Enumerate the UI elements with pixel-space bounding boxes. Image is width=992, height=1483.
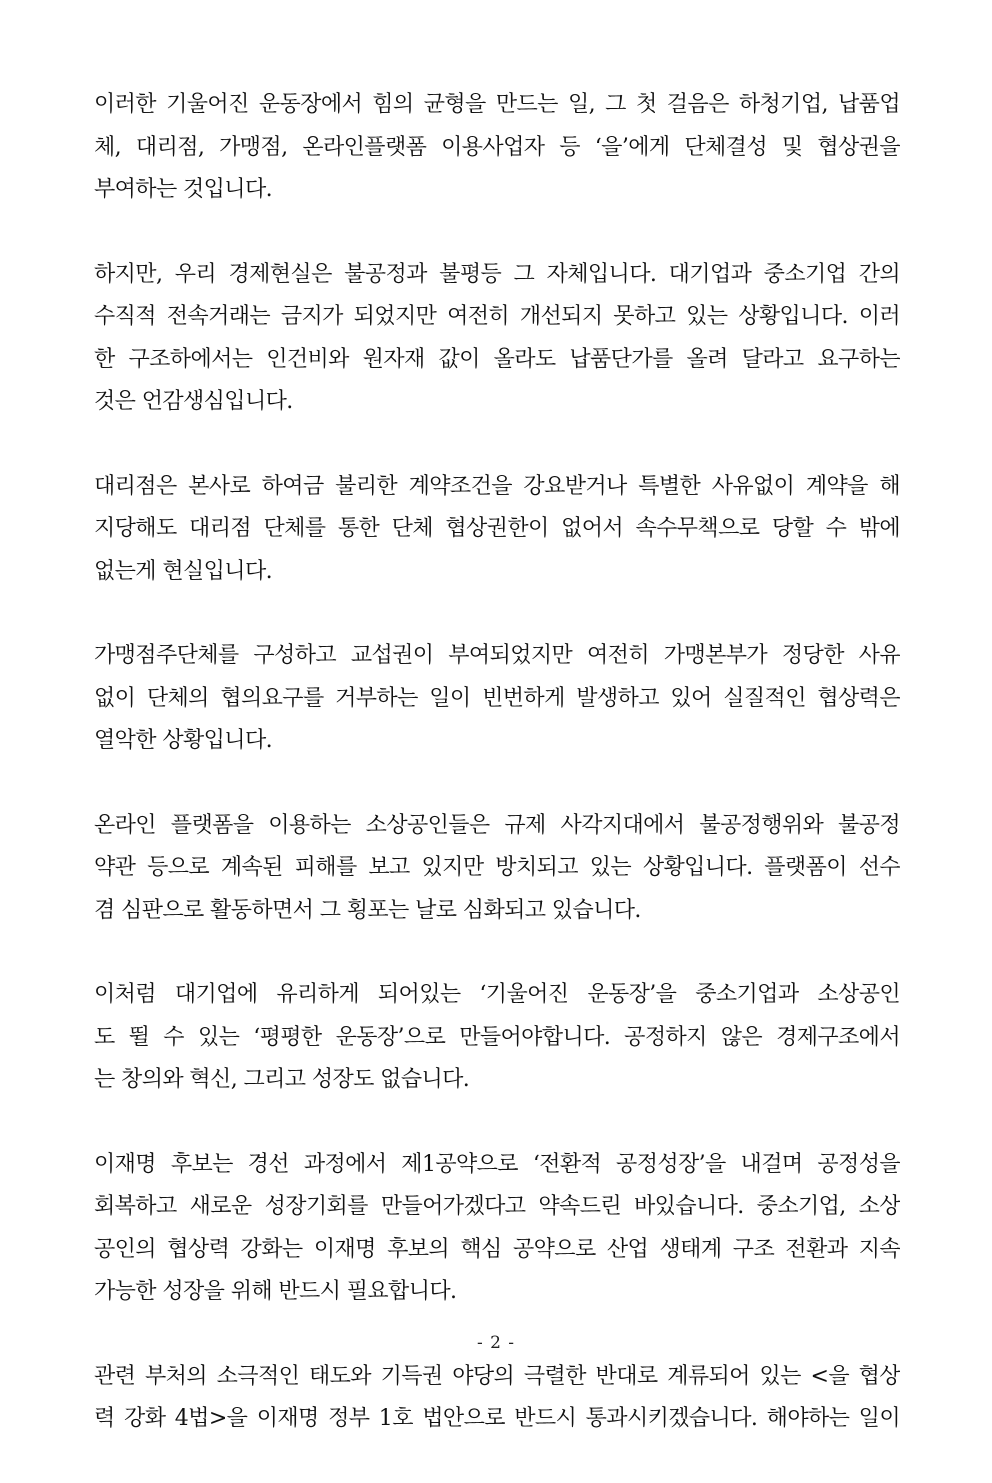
document-body: [94, 84, 900, 1483]
paragraph-3: [94, 466, 900, 594]
text-line: 겸 심판으로 활동하면서 그 횡포는 날로 심화되고 있습니다.: [94, 897, 641, 923]
text-line: 이처럼 대기업에 유리하게 되어있는 ‘기울어진 운동장’을 중소기업과 소상공인: [94, 982, 900, 1007]
text-line: 약관 등으로 계속된 피해를 보고 있지만 방치되고 있는 상황입니다. 플랫폼이 선수: [94, 855, 900, 880]
text-line: 없는게 현실입니다.: [94, 558, 273, 584]
text-line: 수직적 전속거래는 금지가 되었지만 여전히 개선되지 못하고 있는 상황입니다. 이러: [94, 304, 900, 329]
page-number: - 2 -: [476, 1333, 516, 1353]
paragraph-4: [94, 635, 900, 763]
text-line: 부여하는 것입니다.: [94, 177, 273, 202]
paragraph-5: [94, 805, 900, 933]
text-line: 이재명 후보는 경선 과정에서 제1공약으로 ‘전환적 공정성장’을 내걸며 공정성을: [94, 1151, 900, 1177]
text-line: 열악한 상황입니다.: [94, 728, 273, 753]
paragraph-6: [94, 974, 900, 1102]
text-line: 대리점은 본사로 하여금 불리한 계약조건을 강요받거나 특별한 사유없이 계약을 해: [94, 473, 900, 499]
text-line: 가능한 성장을 위해 반드시 필요합니다.: [94, 1279, 457, 1304]
text-line: 한 구조하에서는 인건비와 원자재 값이 올라도 납품단가를 올려 달라고 요구하는: [94, 346, 900, 372]
text-line: 도 뛸 수 있는 ‘평평한 운동장’으로 만들어야합니다. 공정하지 않은 경제구조에서: [94, 1024, 900, 1050]
text-line: 체, 대리점, 가맹점, 온라인플랫폼 이용사업자 등 ‘을’에게 단체결성 및 협상권을: [94, 134, 900, 160]
text-line: 가맹점주단체를 구성하고 교섭권이 부여되었지만 여전히 가맹본부가 정당한 사유: [94, 643, 900, 668]
paragraph-1: [94, 84, 900, 212]
text-line: 없이 단체의 협의요구를 거부하는 일이 빈번하게 발생하고 있어 실질적인 협상력은: [94, 685, 900, 711]
text-line: 관련 부처의 소극적인 태도와 기득권 야당의 극렬한 반대로 계류되어 있는 <을 협상: [94, 1363, 900, 1389]
text-line: 것은 언감생심입니다.: [94, 389, 293, 414]
text-line: 온라인 플랫폼을 이용하는 소상공인들은 규제 사각지대에서 불공정행위와 불공정: [94, 812, 900, 838]
paragraph-7: [94, 1144, 900, 1314]
text-line: 력 강화 4법>을 이재명 정부 1호 법안으로 반드시 통과시키겠습니다. 해야하는 일이: [94, 1406, 900, 1431]
text-line: 이러한 기울어진 운동장에서 힘의 균형을 만드는 일, 그 첫 걸음은 하청기업, 납품업: [94, 92, 900, 117]
text-line: 는 창의와 혁신, 그리고 성장도 없습니다.: [94, 1067, 470, 1092]
text-line: 회복하고 새로운 성장기회를 만들어가겠다고 약속드린 바있습니다. 중소기업, 소상: [94, 1194, 900, 1219]
paragraph-2: [94, 254, 900, 424]
text-line: 공인의 협상력 강화는 이재명 후보의 핵심 공약으로 산업 생태계 구조 전환과 지속: [94, 1236, 900, 1262]
text-line: 지당해도 대리점 단체를 통한 단체 협상권한이 없어서 속수무책으로 당할 수 밖에: [94, 516, 900, 541]
paragraph-8: [94, 1356, 900, 1441]
text-line: 하지만, 우리 경제현실은 불공정과 불평등 그 자체입니다. 대기업과 중소기업 간의: [94, 261, 900, 287]
